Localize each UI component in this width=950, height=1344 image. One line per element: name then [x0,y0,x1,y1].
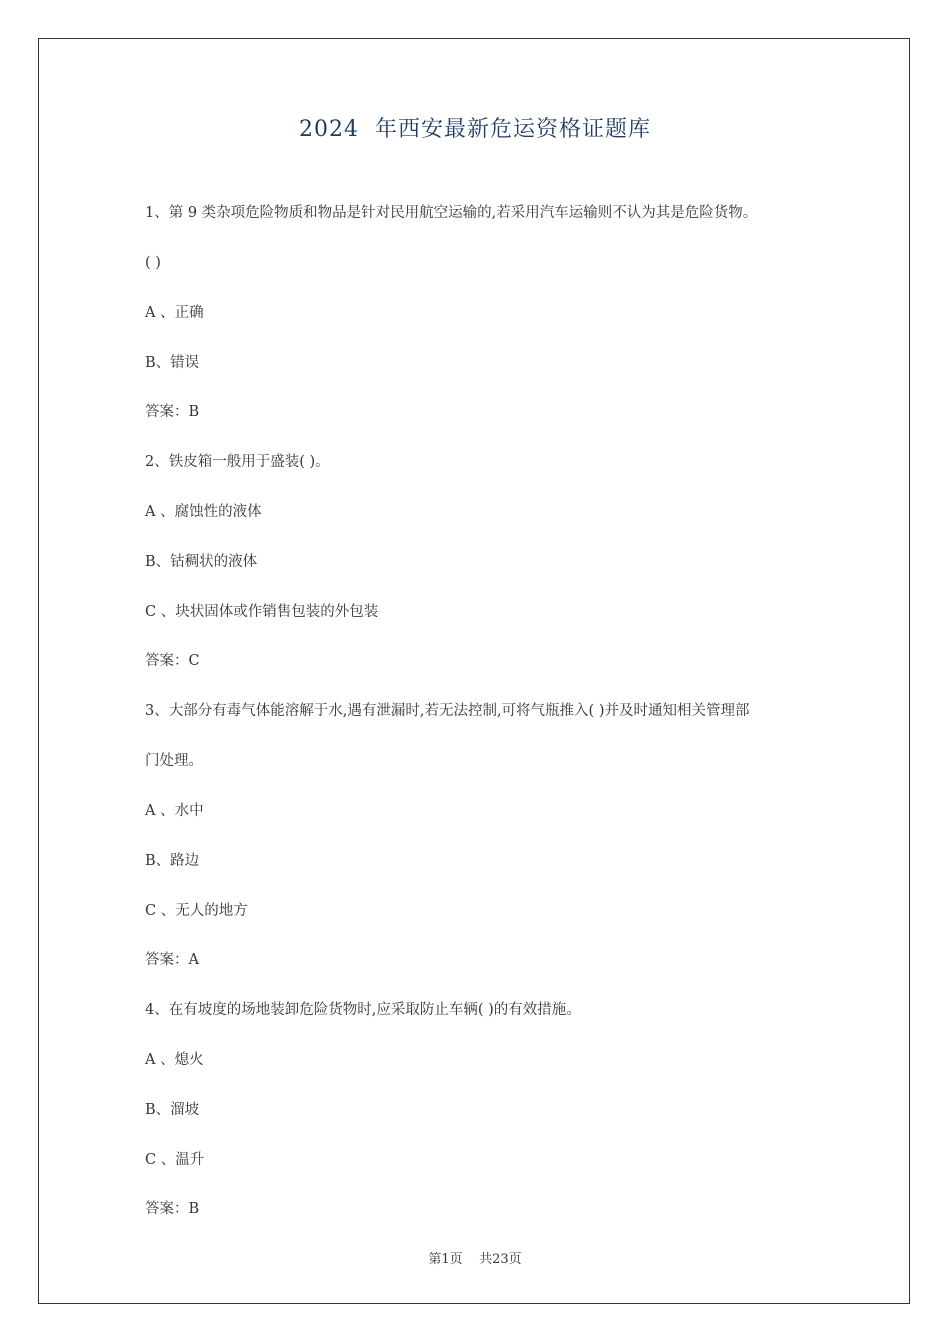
question-3-stem-line-2: 门处理。 [145,753,203,769]
question-4-option-a: A 、熄火 [145,1052,204,1068]
question-2-option-a: A 、腐蚀性的液体 [145,504,262,520]
question-4-option-c: C 、温升 [145,1152,205,1168]
question-2-option-b: B、钴稠状的液体 [145,554,258,570]
question-3-option-b: B、路边 [145,853,200,869]
question-3-option-c: C 、无人的地方 [145,903,248,919]
question-3-stem-line-1: 3、大部分有毒气体能溶解于水,遇有泄漏时,若无法控制,可将气瓶推入( )并及时通知相关管理部 [145,703,750,719]
question-1-stem-line-2: ( ) [145,255,161,271]
question-1-answer: 答案：B [145,404,200,420]
question-2-answer: 答案：C [145,653,200,669]
question-1-option-a: A 、正确 [145,305,204,321]
question-4-option-b: B、溜坡 [145,1102,200,1118]
question-3-answer: 答案：A [145,952,199,968]
document-title: 2024 年西安最新危运资格证题库 [299,117,651,142]
question-2-option-c: C 、块状固体或作销售包装的外包装 [145,604,379,620]
question-1-stem-line-1: 1、第 9 类杂项危险物质和物品是针对民用航空运输的,若采用汽车运输则不认为其是危险货物。 [145,205,758,221]
question-1-option-b: B、错误 [145,355,200,371]
question-4-answer: 答案：B [145,1201,200,1217]
question-2-stem-line-1: 2、铁皮箱一般用于盛装( )。 [145,454,330,470]
question-3-option-a: A 、水中 [145,803,204,819]
page-number-footer: 第1页 共23页 [428,1252,522,1267]
question-4-stem-line-1: 4、在有坡度的场地装卸危险货物时,应采取防止车辆( )的有效措施。 [145,1002,581,1018]
